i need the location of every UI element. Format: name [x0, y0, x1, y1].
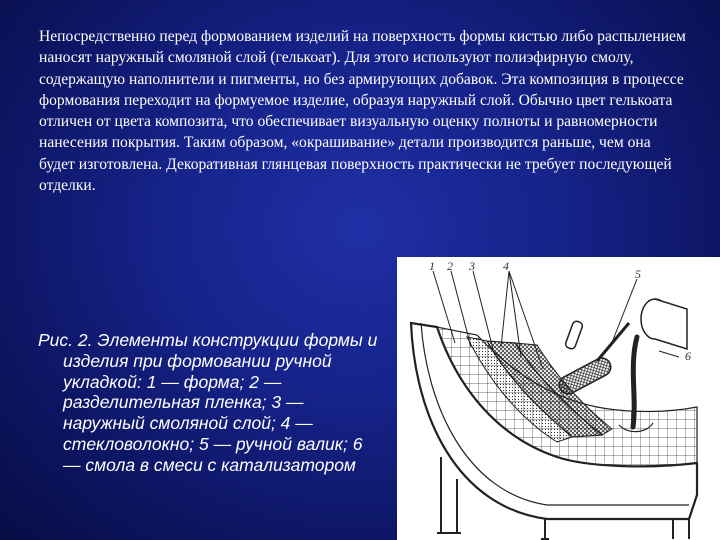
- label-6: 6: [685, 349, 691, 363]
- label-3: 3: [469, 259, 475, 273]
- hand-roller-icon: [556, 320, 629, 397]
- figure-caption: Рис. 2. Элементы конструкции формы и изделия при формовании ручной укладкой: 1 — форма; 2 — разделительная пленка; 3 — наружный смоляной слой; 4 — стекловолокно; 5 — ручной валик; 6 — смола в смеси с катализатором: [38, 330, 378, 475]
- label-5: 5: [635, 267, 641, 281]
- body-text: Непосредственно перед формованием изделий на поверхность формы кистью либо распылением наносят наружный смоляной слой (гелькоат). Для этого используют полиэфирную смолу, содержащую наполнители и пигменты, но без армирующих добавок. Эта композиция в процессе формования переходит на формуемое изделие, образуя наружный слой. Обычно цвет гелькоата отличен от цвета композита, что обеспечивает визуальную оценку полноты и равномерности нанесения покрытия. Таким образом, «окрашивание» детали производится раньше, чем она будет изготовлена. Декоративная глянцевая поверхность практически не требует последующей отделки.: [39, 28, 686, 195]
- mold-illustration: [397, 257, 720, 540]
- label-4: 4: [503, 259, 509, 273]
- label-2: 2: [447, 259, 453, 273]
- mold-drawing: [397, 257, 720, 540]
- label-1: 1: [429, 259, 435, 273]
